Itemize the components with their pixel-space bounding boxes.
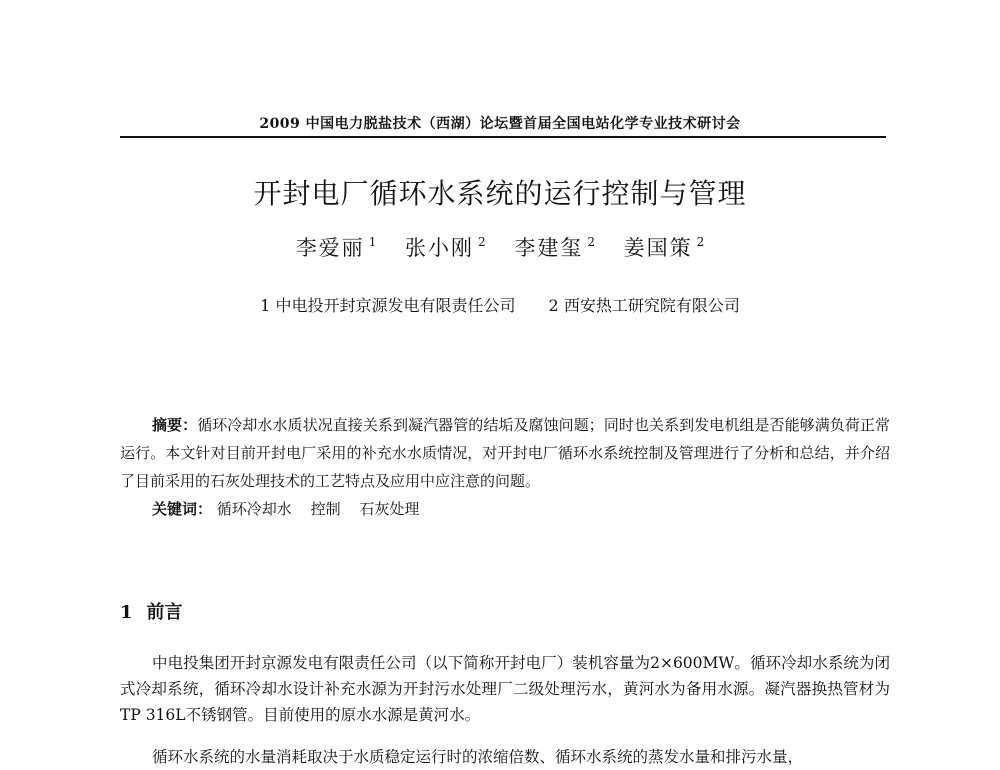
section-heading: [120, 598, 183, 624]
author: [624, 232, 705, 262]
keywords-label: 关键词：: [152, 500, 213, 518]
author-name: 李建玺: [514, 236, 584, 260]
conference-header: 2009 中国电力脱盐技术（西湖）论坛暨首届全国电站化学专业技术研讨会: [259, 116, 741, 132]
header-rule: [120, 136, 886, 138]
author: [296, 232, 377, 262]
author-list: [0, 232, 1000, 262]
section-title: 前言: [146, 602, 183, 623]
affiliation: 1 中电投开封京源发电有限责任公司: [260, 296, 516, 315]
body-paragraph: 循环水系统的水量消耗取决于水质稳定运行时的浓缩倍数、循环水系统的蒸发水量和排污水量，: [152, 748, 804, 766]
author-affil-mark: 2: [478, 235, 486, 249]
keyword: 循环冷却水: [216, 500, 292, 518]
body-paragraph: 中电投集团开封京源发电有限责任公司（以下简称开封电厂）装机容量为2×600MW。循环冷却水系统为闭式冷却系统，循环冷却水设计补充水源为开封污水处理厂二级处理污水，黄河水为备用水源。凝汽器换热管材为TP 316L不锈钢管。目前使用的原水水源是黄河水。: [120, 654, 890, 724]
author: [514, 232, 595, 262]
abstract-text: 循环冷却水水质状况直接关系到凝汽器管的结垢及腐蚀问题；同时也关系到发电机组是否能够满负荷正常运行。本文针对目前开封电厂采用的补充水水质情况，对开封电厂循环水系统控制及管理进行了分析和总结，并介绍了目前采用的石灰处理技术的工艺特点及应用中应注意的问题。: [120, 416, 890, 490]
paper-title: 开封电厂循环水系统的运行控制与管理: [253, 177, 747, 210]
abstract-label: 摘要：: [152, 416, 198, 434]
section-number: 1: [120, 602, 133, 623]
author: [405, 232, 486, 262]
keyword: 控制: [310, 500, 341, 518]
author-affil-mark: 1: [368, 235, 377, 249]
author-name: 李爱丽: [295, 236, 365, 260]
keywords: [152, 495, 852, 523]
author-name: 张小刚: [405, 236, 475, 260]
affiliations: [0, 293, 1000, 316]
abstract: [120, 411, 890, 495]
author-affil-mark: 2: [696, 235, 705, 249]
affiliation: 2 西安热工研究院有限公司: [548, 296, 740, 315]
keyword: 石灰处理: [359, 500, 420, 518]
author-affil-mark: 2: [587, 235, 595, 249]
author-name: 姜国策: [623, 236, 693, 260]
